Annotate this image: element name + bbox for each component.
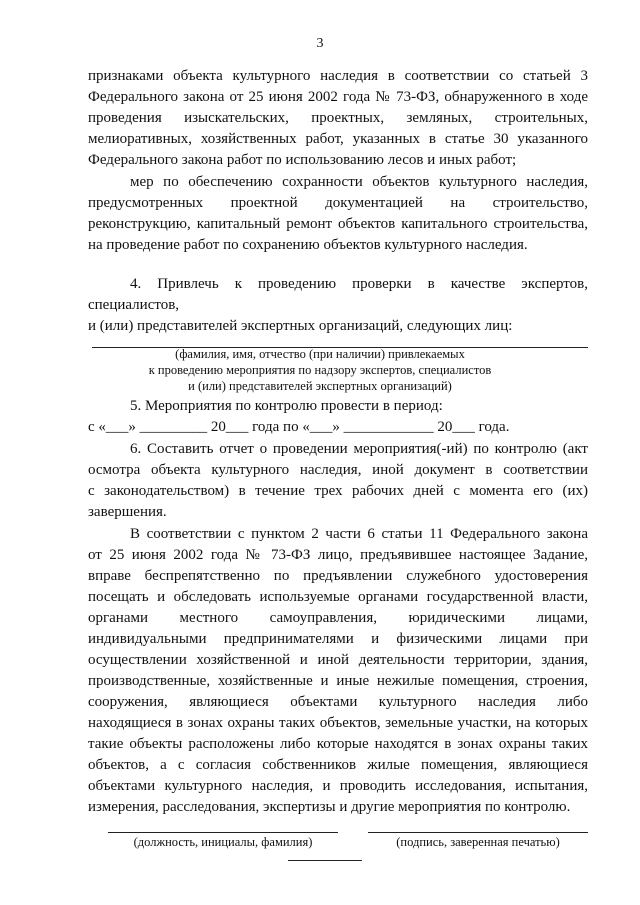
para1-line: Федерального закона от 25 июня 2002 года № 73-ФЗ, обнаруженного в ходе	[88, 89, 588, 105]
item5-period: с «___» _________ 20___ года по «___» ____________ 20___ года.	[88, 419, 510, 435]
item6-line: с законодательством) в течение трех рабочих дней с момента его (их)	[88, 483, 588, 499]
experts-caption-line: и (или) представителей экспертных организаций)	[188, 379, 452, 393]
item4-line: специалистов,	[88, 297, 180, 313]
position-signature-line	[108, 832, 338, 833]
para2-line: предусмотренных проектной документацией на строительство,	[88, 195, 588, 211]
rights-line: объектами культурного наследия, и проводить исследования, испытания,	[88, 778, 588, 794]
rights-line: вправе беспрепятственно по предъявлении служебного удостоверения	[88, 568, 588, 584]
para1-line: Федерального закона работ по использованию лесов и иных работ;	[88, 152, 517, 168]
seal-signature-line	[368, 832, 588, 833]
rights-line: такие объекты расположены либо которые находятся в зонах охраны таких	[88, 736, 588, 752]
rights-line: от 25 июня 2002 года № 73-ФЗ лицо, предъявившее настоящее Задание,	[88, 547, 588, 563]
rights-line: индивидуальными предпринимателями и физическими лицами при	[88, 631, 588, 647]
rights-line: В соответствии с пунктом 2 части 6 статьи 11 Федерального закона	[130, 526, 588, 542]
item4-line: 4. Привлечь к проведению проверки в качестве экспертов,	[130, 276, 588, 292]
rights-line: объектов, а с согласия собственников жилые помещения, являющиеся	[88, 757, 588, 773]
signature-caption: (подпись, заверенная печатью)	[396, 835, 560, 849]
item6-line: завершения.	[88, 504, 167, 520]
position-caption: (должность, инициалы, фамилия)	[133, 835, 313, 849]
para2-line: реконструкцию, капитальный ремонт объектов капитального строительства,	[88, 216, 588, 232]
para2-line: на проведение работ по сохранению объектов культурного наследия.	[88, 237, 528, 253]
item6-line: 6. Составить отчет о проведении мероприятия(-ий) по контролю (акт	[130, 441, 588, 457]
para1-line: мелиоративных, хозяйственных работ, указанных в статье 30 указанного	[88, 131, 588, 147]
page-number: 3	[316, 36, 324, 51]
rights-line: органами местного самоуправления, юридическими лицами,	[88, 610, 588, 626]
para2-line: мер по обеспечению сохранности объектов культурного наследия,	[130, 174, 588, 190]
item5-title: 5. Мероприятия по контролю провести в период:	[130, 398, 443, 414]
item4-line: и (или) представителей экспертных организаций, следующих лиц:	[88, 318, 513, 334]
item6-line: осмотра объекта культурного наследия, иной документ в соответствии	[88, 462, 588, 478]
para1-line: признаками объекта культурного наследия в соответствии со статьей 3	[88, 68, 588, 84]
rights-line: находящиеся в зонах охраны таких объектов, земельные участки, на которых	[88, 715, 588, 731]
rights-line: посещать и обследовать используемые органами государственной власти,	[88, 589, 588, 605]
bottom-divider	[288, 860, 362, 861]
para1-line: проведения изыскательских, проектных, земляных, строительных,	[88, 110, 588, 126]
experts-caption-line: к проведению мероприятия по надзору экспертов, специалистов	[148, 363, 492, 377]
experts-caption-line: (фамилия, имя, отчество (при наличии) привлекаемых	[175, 347, 465, 361]
rights-line: производственные, хозяйственные и иные нежилые помещения, строения,	[88, 673, 588, 689]
rights-line: сооружения, являющиеся объектами культурного наследия либо	[88, 694, 588, 710]
rights-line: измерения, расследования, экспертизы и другие мероприятия по контролю.	[88, 799, 571, 815]
rights-line: осуществлении хозяйственной и иной деятельности территории, здания,	[88, 652, 588, 668]
